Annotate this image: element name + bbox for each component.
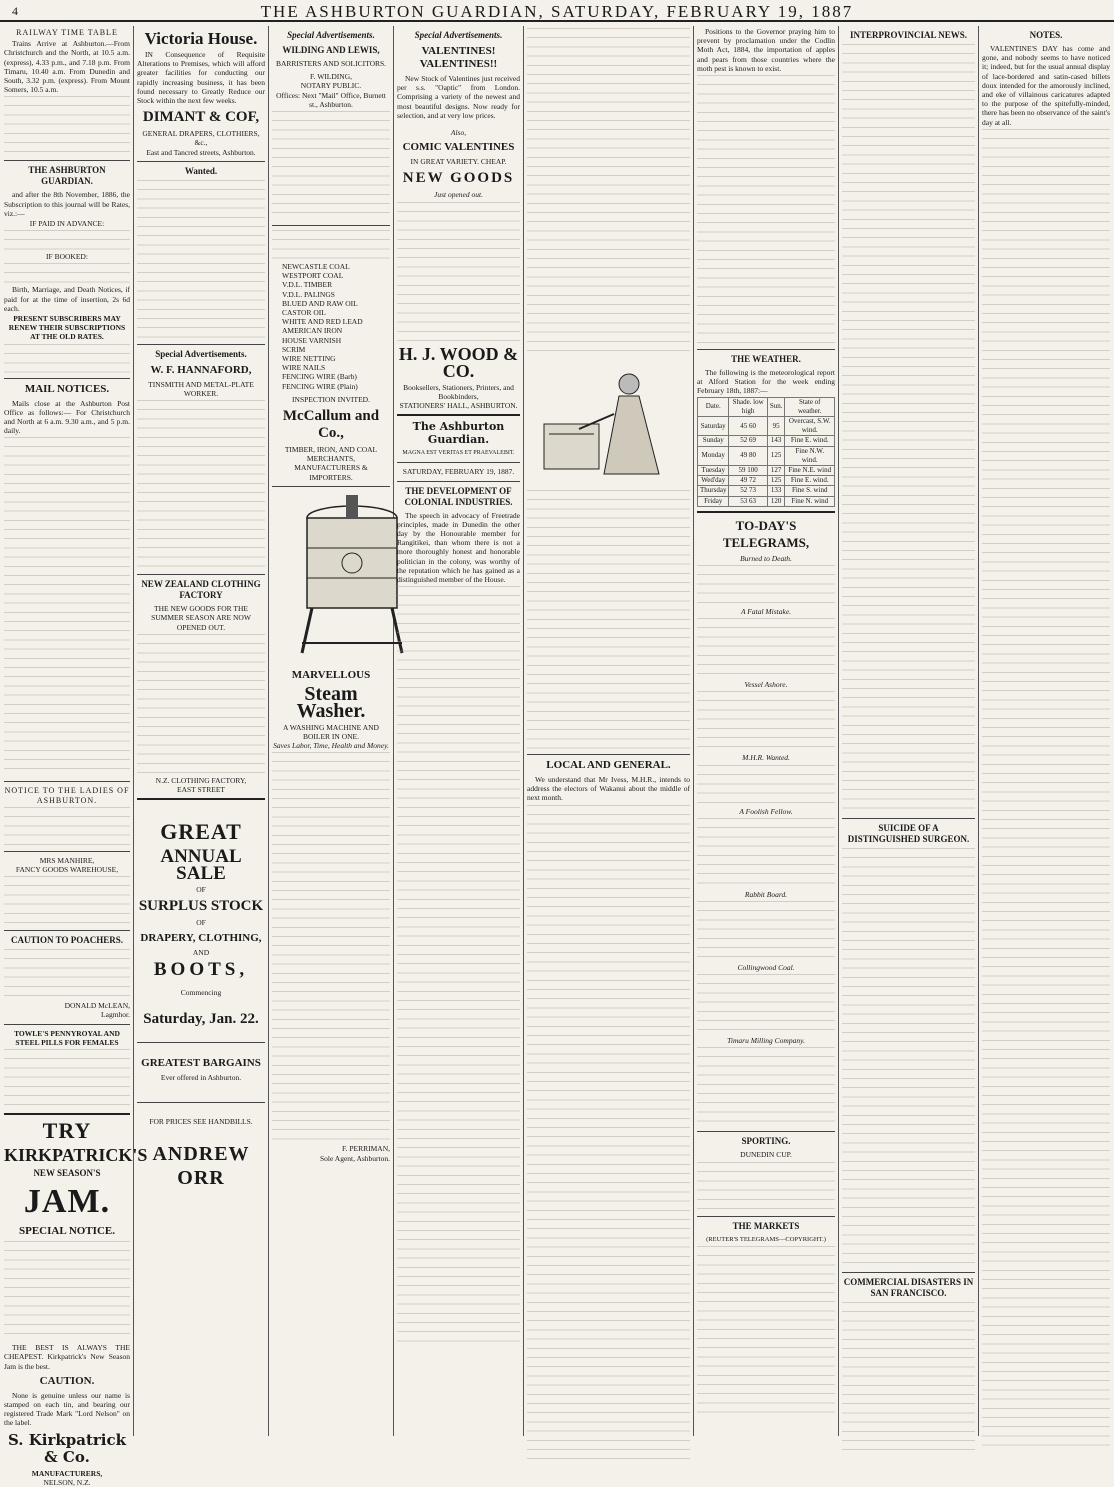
- valentines-text: New Stock of Valentines just received per s.s. "Oaptic" from London. Comprising a variety of the newest and most beautiful designs. Now ready for selection, and at very low prices.: [397, 74, 520, 120]
- weather-cell: 133: [767, 486, 785, 496]
- weather-cell: 52 73: [729, 486, 767, 496]
- text-block: [4, 263, 130, 283]
- mail-notices-title: MAIL NOTICES.: [24, 382, 110, 395]
- text-block: [842, 1302, 975, 1452]
- text-block: [697, 974, 835, 1034]
- mccallum-sub2: MANUFACTURERS & IMPORTERS.: [294, 463, 368, 482]
- nz-footer-addr: EAST STREET: [177, 785, 225, 795]
- weather-cell: Fine E. wind.: [785, 476, 835, 486]
- text-block: [842, 44, 975, 814]
- column-rule: [523, 26, 524, 1436]
- for-prices: FOR PRICES SEE HANDBILLS.: [149, 1117, 253, 1127]
- weather-cell: 143: [767, 436, 785, 446]
- column-rule: [268, 26, 269, 1436]
- weather-cell: Overcast, S.W. wind.: [785, 417, 835, 436]
- goods-list-item: AMERICAN IRON: [282, 326, 343, 336]
- text-block: [697, 1162, 835, 1212]
- text-block: [4, 876, 130, 926]
- text-block: [527, 28, 690, 358]
- try-heading: TRY: [42, 1118, 92, 1144]
- special-ads-title: Special Advertisements.: [155, 348, 247, 359]
- goods-list-item: NEWCASTLE COAL: [282, 262, 350, 272]
- special-notice: SPECIAL NOTICE.: [19, 1225, 115, 1238]
- page-number: 4: [12, 4, 18, 18]
- rabbit-heading: Rabbit Board.: [744, 889, 788, 899]
- great-heading: GREAT: [160, 819, 242, 845]
- wilding-offices: Offices: Next "Mail" Office, Burnett st., Ashburton.: [276, 90, 386, 109]
- weather-cell: 127: [767, 466, 785, 476]
- wilding-role: NOTARY PUBLIC.: [300, 81, 362, 91]
- greatest-bargains: GREATEST BARGAINS: [141, 1057, 261, 1070]
- goods-list-item: FENCING WIRE (Barb): [282, 372, 357, 382]
- weather-row: [698, 496, 835, 506]
- text-block: [697, 691, 835, 751]
- weather-cell: Tuesday: [698, 466, 729, 476]
- dunedin-cup: DUNEDIN CUP.: [740, 1150, 792, 1160]
- nelson: NELSON, N.Z.: [43, 1477, 91, 1487]
- weather-cell: Fine E. wind.: [785, 436, 835, 446]
- washer-tagline: Saves Labor, Time, Health and Money.: [273, 741, 389, 751]
- weather-cell: 59 100: [729, 466, 767, 476]
- new-goods-sub: Just opened out.: [434, 190, 483, 200]
- dimant-sub: GENERAL DRAPERS, CLOTHIERS, &c.,: [142, 129, 260, 148]
- text-block: [697, 1047, 835, 1127]
- wilding-title: WILDING AND LEWIS,: [282, 45, 380, 55]
- weather-cell: Monday: [698, 446, 729, 465]
- goods-list-item: V.D.L. TIMBER: [282, 280, 333, 290]
- mccallum-sub: TIMBER, IRON, AND COAL MERCHANTS,: [284, 445, 378, 464]
- text-block: [842, 848, 975, 1268]
- column-5: [527, 26, 690, 1436]
- goods-list: [272, 262, 390, 391]
- hannaford-title: W. F. HANNAFORD,: [150, 363, 252, 376]
- marvellous: MARVELLOUS: [291, 668, 371, 681]
- paper-name: The Ashburton Guardian.: [412, 420, 505, 447]
- subscription-text: and after the 8th November, 1886, the Subscription to this journal will be Rates, viz.:—: [4, 190, 130, 218]
- text-block: [137, 180, 265, 340]
- booked: IF BOOKED:: [46, 252, 88, 262]
- nz-clothing-sub: THE NEW GOODS FOR THE SUMMER SEASON ARE NOW OPENED OUT.: [151, 604, 251, 632]
- text-block: [527, 490, 690, 750]
- ever-offered: Ever offered in Ashburton.: [160, 1073, 242, 1083]
- boots-heading: BOOTS,: [153, 958, 249, 980]
- weather-row: [698, 466, 835, 476]
- hjwood-title: H. J. WOOD & CO.: [398, 343, 519, 381]
- weather-cell: Friday: [698, 496, 729, 506]
- weather-cell: 49 72: [729, 476, 767, 486]
- dimant-title: DIMANT & COF,: [142, 109, 260, 126]
- text-block: [4, 1241, 130, 1341]
- weather-cell: Fine N. wind: [785, 496, 835, 506]
- wanted-title: Wanted.: [184, 165, 218, 176]
- foolish-heading: A Foolish Fellow.: [739, 806, 793, 816]
- washer-agent: Sole Agent, Ashburton.: [319, 1153, 390, 1163]
- weather-cell: Fine N.W. wind.: [785, 446, 835, 465]
- text-block: [272, 752, 390, 1142]
- new-goods: NEW GOODS: [402, 170, 515, 187]
- manhire-title: MRS MANHIRE,: [39, 855, 95, 865]
- text-block: [397, 202, 520, 342]
- text-block: [697, 565, 835, 605]
- victoria-text: IN Consequence of Requisite Alterations to Premises, which will afford greater facilities for conducting our rapidly increasing business, it has been found necessary to Greatly Reduce our Stock within the next few weeks.: [137, 50, 265, 106]
- of-1: OF: [196, 885, 206, 895]
- collingwood-heading: Collingwood Coal.: [737, 963, 795, 973]
- goods-list-item: WIRE NETTING: [282, 354, 336, 364]
- weather-header: State of weather.: [785, 397, 835, 416]
- weather-header: Shade. low high: [729, 397, 767, 416]
- text-block: [4, 949, 130, 999]
- caution-poaching-sig: DONALD McLEAN,: [64, 1001, 130, 1011]
- text-block: [697, 1246, 835, 1416]
- present-subscribers: PRESENT SUBSCRIBERS MAY RENEW THEIR SUBSCRIPTIONS AT THE OLD RATES.: [8, 314, 126, 342]
- text-block: [697, 818, 835, 888]
- manhire-line: FANCY GOODS WAREHOUSE,: [15, 865, 119, 875]
- caution-heading: CAUTION.: [39, 1374, 95, 1387]
- nz-clothing-title: NEW ZEALAND CLOTHING FACTORY: [141, 579, 261, 601]
- towle-ad: TOWLE'S PENNYROYAL AND STEEL PILLS FOR FEMALES: [14, 1028, 120, 1047]
- the-best: THE BEST IS ALWAYS THE CHEAPEST. Kirkpatrick's New Season Jam is the best.: [4, 1343, 130, 1371]
- text-block: [4, 344, 130, 374]
- column-8: [982, 26, 1110, 1436]
- markets-sub: (REUTER'S TELEGRAMS—COPYRIGHT.): [706, 1235, 826, 1243]
- column-rule: [978, 26, 979, 1436]
- text-block: [137, 634, 265, 774]
- text-block: [272, 111, 390, 221]
- goods-list-item: SCRIM: [282, 344, 306, 354]
- commencing: Commencing: [180, 987, 222, 997]
- annual-sale: ANNUAL SALE: [160, 846, 242, 885]
- weather-cell: Wed'day: [698, 476, 729, 486]
- text-block: [272, 230, 390, 260]
- text-block: [697, 765, 835, 805]
- births-text: Birth, Marriage, and Death Notices, if paid for at the time of insertion, 2s 6d each.: [4, 285, 130, 313]
- hjwood-addr: STATIONERS' HALL, ASHBURTON.: [399, 401, 518, 411]
- text-block: [697, 75, 835, 345]
- weather-cell: Fine N.E. wind: [785, 466, 835, 476]
- column-rule: [838, 26, 839, 1436]
- dimant-addr: East and Tancred streets, Ashburton.: [146, 147, 256, 157]
- weather-header: Sun.: [767, 397, 785, 416]
- mccallum-title: McCallum and Co.,: [282, 408, 380, 442]
- burned-heading: Burned to Death.: [740, 553, 792, 563]
- weather-cell: Thursday: [698, 486, 729, 496]
- manufacturers: MANUFACTURERS,: [31, 1468, 103, 1478]
- weather-cell: 125: [767, 446, 785, 465]
- caution-poaching-role: Lagmhor.: [101, 1010, 130, 1020]
- goods-list-item: BLUED AND RAW OIL: [282, 298, 358, 308]
- local-general-title: LOCAL AND GENERAL.: [546, 759, 671, 771]
- steam-washer: Steam Washer.: [296, 682, 366, 722]
- text-block: [982, 129, 1110, 1449]
- weather-cell: 53 63: [729, 496, 767, 506]
- victoria-house-title: Victoria House.: [144, 29, 258, 48]
- fatal-heading: A Fatal Mistake.: [740, 607, 792, 617]
- wilding-name: F. WILDING,: [310, 72, 352, 82]
- weather-intro: The following is the meteorological report at Alford Station for the week ending February 18th, 1887:—: [697, 368, 835, 396]
- timaru-heading: Timaru Milling Company.: [727, 1036, 805, 1046]
- vessel-heading: Vessel Ashore.: [744, 680, 788, 690]
- also: Also,: [450, 128, 467, 138]
- sporting-title: SPORTING.: [741, 1136, 791, 1147]
- newspaper-title: THE ASHBURTON GUARDIAN, SATURDAY, FEBRUARY 19, 1887: [260, 2, 854, 21]
- sale-date: Saturday, Jan. 22.: [143, 1011, 259, 1028]
- wilding-sub: BARRISTERS AND SOLICITORS.: [275, 59, 387, 68]
- text-block: [4, 807, 130, 847]
- nz-footer: N.Z. CLOTHING FACTORY,: [155, 775, 247, 785]
- caution-poaching-title: CAUTION TO POACHERS.: [11, 935, 123, 946]
- weather-title: THE WEATHER.: [731, 354, 801, 365]
- andrew-orr: ANDREW ORR: [152, 1143, 250, 1190]
- column-rule: [133, 26, 134, 1436]
- column-7: [842, 26, 975, 1436]
- new-seasons: NEW SEASON'S: [33, 1168, 101, 1179]
- kirkpatrick-heading: KIRKPATRICK'S: [4, 1145, 148, 1166]
- goods-list-item: WESTPORT COAL: [282, 271, 344, 281]
- mhr-heading: M.H.R. Wanted.: [742, 753, 790, 763]
- codlin-moth-text: Positions to the Governor praying him to prevent by proclamation under the Codlin Moth Act, 1884, the importation of apples and pears from those countries where the moth pest is known to exist.: [697, 27, 835, 73]
- weather-row: [698, 436, 835, 446]
- goods-list-item: HOUSE VARNISH: [282, 335, 342, 345]
- goods-list-item: FENCING WIRE (Plain): [282, 381, 358, 391]
- column-rule: [693, 26, 694, 1436]
- weather-cell: 52 69: [729, 436, 767, 446]
- text-block: [697, 901, 835, 961]
- notes-text: VALENTINE'S DAY has come and gone, and nobody seems to have noticed it; indeed, but for the usual annual display of lace-bordered and satin-cased billets doux intended for the amorously inclined, and eke of villainous caricatures adapted to the purpose of the spitefully-minded, there has been no observance of the saint's day at all.: [982, 44, 1110, 127]
- weather-cell: Sunday: [698, 436, 729, 446]
- weather-row: [698, 446, 835, 465]
- weather-header: Date.: [698, 397, 729, 416]
- column-rule: [393, 26, 394, 1436]
- column-6: [697, 26, 835, 1436]
- notes-title: NOTES.: [1029, 30, 1063, 40]
- text-block: [4, 96, 130, 156]
- motto: MAGNA EST VERITAS ET PRAEVALEBIT.: [402, 450, 515, 457]
- markets-title: THE MARKETS: [732, 1220, 800, 1231]
- column-2: [137, 26, 265, 1436]
- telegrams-title: TO-DAY'S TELEGRAMS,: [722, 517, 810, 550]
- comic-sub: IN GREAT VARIETY. CHEAP.: [410, 157, 507, 167]
- caution-text: None is genuine unless our name is stamped on each tin, and bearing our registered Trade Mark "Lord Nelson" on the label.: [4, 1390, 130, 1428]
- weather-row: [698, 417, 835, 436]
- column-4: [397, 26, 520, 1436]
- weather-cell: Fine S. wind: [785, 486, 835, 496]
- weather-row: [698, 476, 835, 486]
- text-block: [4, 437, 130, 777]
- special-ads-title: Special Advertisements.: [287, 30, 375, 40]
- leader-title: THE DEVELOPMENT OF COLONIAL INDUSTRIES.: [404, 485, 513, 507]
- washer-sub: A WASHING MACHINE AND BOILER IN ONE.: [283, 722, 379, 742]
- goods-list-item: V.D.L. PALINGS: [282, 289, 335, 299]
- guardian-subscription-title: THE ASHBURTON GUARDIAN.: [28, 165, 106, 187]
- local-text: We understand that Mr Ivess, M.H.R., intends to address the electors of Wakanui about the middle of next month.: [527, 775, 690, 803]
- weather-cell: 95: [767, 417, 785, 436]
- dateline: SATURDAY, FEBRUARY 19, 1887.: [402, 467, 515, 477]
- text-block: [527, 805, 690, 1465]
- comic-valentines: COMIC VALENTINES: [402, 141, 515, 154]
- text-block: [4, 230, 130, 250]
- and-word: AND: [192, 947, 210, 957]
- weather-table: [697, 397, 835, 507]
- weather-cell: Saturday: [698, 417, 729, 436]
- weather-cell: 120: [767, 496, 785, 506]
- weather-cell: 49 80: [729, 446, 767, 465]
- railway-text: Trains Arrive at Ashburton.—From Christchurch and the North, at 10.5 a.m. (express), 4.33 p.m., and 7.18 p.m. From Timaru, 10.40 a.m. From Dunedin and South, 3.32 p.m. (express). From Mount Somers, 10.5 a.m.: [4, 39, 130, 95]
- text-block: [697, 618, 835, 678]
- drapery-clothing: DRAPERY, CLOTHING,: [140, 931, 262, 944]
- suicide-title: SUICIDE OF A DISTINGUISHED SURGEON.: [847, 823, 970, 844]
- column-1: [4, 26, 148, 1487]
- railway-title: RAILWAY TIME TABLE: [16, 28, 118, 37]
- kirkpatrick-maker: S. Kirkpatrick & Co.: [7, 1430, 127, 1466]
- text-block: [4, 1049, 130, 1109]
- surplus-stock: SURPLUS STOCK: [138, 898, 264, 915]
- goods-list-item: WHITE AND RED LEAD: [282, 317, 363, 327]
- goods-list-item: CASTOR OIL: [282, 308, 326, 318]
- leader-text: The speech in advocacy of Freetrade principles, made in Dunedin the other day by the Honourable member for Rangitikei, than whom there is not a more thoroughly honest and honorable politician in the colony, was worthy of the reputation which he has gained as a distinguished member of the House.: [397, 510, 520, 585]
- special-ads-title: Special Advertisements.: [414, 30, 503, 40]
- masthead: [0, 0, 1114, 22]
- washer-sig: F. PERRIMAN,: [342, 1144, 390, 1154]
- text-block: [137, 400, 265, 570]
- inspection-invited: INSPECTION INVITED.: [292, 394, 370, 404]
- text-block: [397, 586, 520, 1346]
- valentines-title: VALENTINES! VALENTINES!!: [419, 45, 498, 70]
- hjwood-sub: Booksellers, Stationers, Printers, and Bookbinders,: [403, 382, 514, 401]
- weather-row: [698, 486, 835, 496]
- goods-list-item: WIRE NAILS: [282, 363, 326, 373]
- jam-heading: JAM.: [23, 1183, 111, 1221]
- ladies-notice: NOTICE TO THE LADIES OF ASHBURTON.: [4, 786, 130, 805]
- paid-in-advance: IF PAID IN ADVANCE:: [29, 219, 105, 229]
- woman-illustration: [534, 364, 684, 484]
- mail-text: Mails close at the Ashburton Post Office as follows:— For Christchurch and North at 6 a.m. 9.30 a.m., and 5 p.m. daily.: [4, 398, 130, 436]
- interprovincial-title: INTERPROVINCIAL NEWS.: [849, 30, 968, 40]
- column-3: [272, 26, 390, 1436]
- hannaford-sub: TINSMITH AND METAL-PLATE WORKER.: [148, 379, 254, 399]
- weather-cell: 45 60: [729, 417, 767, 436]
- commercial-title: COMMERCIAL DISASTERS IN SAN FRANCISCO.: [843, 1277, 974, 1298]
- weather-cell: 125: [767, 476, 785, 486]
- of-2: OF: [196, 918, 206, 928]
